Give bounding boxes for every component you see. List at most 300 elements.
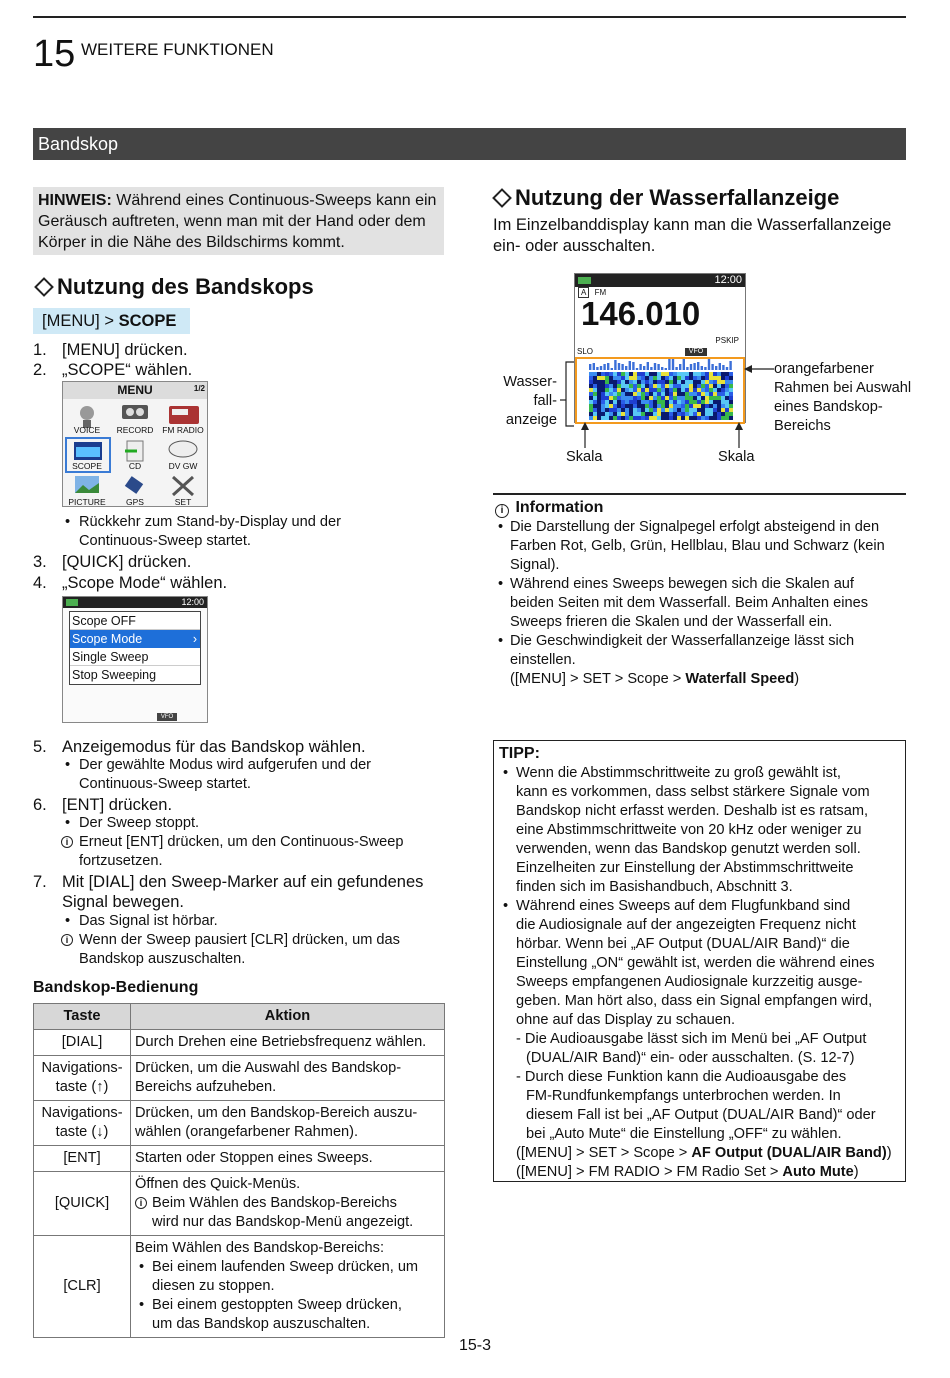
waterfall-cell: [621, 376, 625, 380]
waterfall-cell: [657, 372, 661, 376]
waterfall-cell: [641, 400, 645, 404]
waterfall-cell: [649, 384, 653, 388]
table-row: [34, 1030, 445, 1056]
action-info: [135, 1194, 440, 1232]
waterfall-cell: [713, 392, 717, 396]
label-line: orangefarbener: [774, 361, 874, 377]
waterfall-cell: [617, 388, 621, 392]
intro-line: Im Einzelbanddisplay kann man die Wasserfallanzeige: [493, 216, 892, 234]
menu-path-prefix: [MENU] >: [42, 312, 119, 330]
spectrum-bar: [643, 366, 645, 370]
waterfall-cell: [609, 372, 613, 376]
quick-item-scope-mode[interactable]: [70, 630, 200, 648]
waterfall-cell: [717, 404, 721, 408]
step-number: 6.: [33, 796, 47, 814]
path-prefix: ([MENU] > FM RADIO > FM Radio Set >: [516, 1164, 783, 1180]
waterfall-cell: [593, 392, 597, 396]
step-number: 7.: [33, 873, 47, 891]
waterfall-cell: [725, 388, 729, 392]
tipp-line: ohne auf das Display zu schauen.: [516, 1012, 736, 1028]
waterfall-cell: [729, 376, 733, 380]
waterfall-cell: [597, 404, 601, 408]
waterfall-cell: [589, 380, 593, 384]
waterfall-cell: [589, 384, 593, 388]
tipp-line: Wenn die Abstimmschrittweite zu groß gewählt ist,: [516, 765, 841, 781]
waterfall-cell: [621, 416, 625, 420]
waterfall-cell: [657, 412, 661, 416]
action-line: wählen (orangefarbener Rahmen).: [135, 1124, 359, 1140]
waterfall-cell: [685, 380, 689, 384]
waterfall-cell: [705, 404, 709, 408]
waterfall-cell: [681, 404, 685, 408]
action-info-line: wird nur das Bandskop-Menü angezeigt.: [152, 1214, 414, 1230]
tipp-line: FM-Rundfunkempfangs unterbrochen werden. In: [526, 1088, 841, 1104]
waterfall-cell: [721, 416, 725, 420]
waterfall-cell: [621, 412, 625, 416]
quick-item-scope-off[interactable]: Scope OFF: [70, 612, 200, 630]
step-7-info: [65, 931, 459, 969]
waterfall-cell: [673, 400, 677, 404]
waterfall-cell: [629, 408, 633, 412]
waterfall-cell: [701, 400, 705, 404]
waterfall-cell: [681, 408, 685, 412]
table-key: [34, 1236, 131, 1338]
waterfall-cell: [637, 380, 641, 384]
waterfall-cell: [645, 392, 649, 396]
spectrum-bar: [675, 367, 677, 370]
waterfall-cell: [629, 396, 633, 400]
waterfall-cell: [589, 372, 593, 376]
waterfall-intro: [493, 215, 906, 256]
action-info-line: Beim Wählen des Bandskop-Bereichs: [152, 1195, 397, 1211]
waterfall-cell: [617, 412, 621, 416]
waterfall-cell: [725, 404, 729, 408]
table-header-row: [34, 1004, 445, 1030]
action-line: Starten oder Stoppen eines Sweeps.: [135, 1150, 373, 1166]
waterfall-cell: [685, 416, 689, 420]
spectrum-bar: [708, 359, 710, 370]
waterfall-cell: [685, 408, 689, 412]
step-text: Mit [DIAL] den Sweep-Marker auf ein gefundenes: [62, 873, 424, 891]
table-action: [131, 1030, 445, 1056]
step-5: [33, 737, 453, 757]
waterfall-cell: [713, 404, 717, 408]
waterfall-cell: [661, 404, 665, 408]
waterfall-cell: [705, 392, 709, 396]
step-4: [33, 573, 453, 593]
waterfall-cell: [633, 416, 637, 420]
fm-radio-icon: [169, 406, 199, 424]
waterfall-cell: [677, 400, 681, 404]
waterfall-cell: [721, 384, 725, 388]
waterfall-cell: [709, 412, 713, 416]
step-1: [33, 340, 453, 360]
waterfall-cell: [629, 380, 633, 384]
spectrum-bar: [729, 361, 731, 370]
menu-icons: [63, 399, 209, 507]
waterfall-cell: [689, 376, 693, 380]
waterfall-cell: [625, 416, 629, 420]
battery-icon: [578, 277, 591, 284]
waterfall-cell: [605, 388, 609, 392]
waterfall-cell: [641, 384, 645, 388]
waterfall-cell: [637, 412, 641, 416]
waterfall-cell: [701, 376, 705, 380]
waterfall-cell: [665, 372, 669, 376]
waterfall-cell: [669, 412, 673, 416]
quick-screen-statusbar: [63, 597, 207, 608]
tipp-dash-2: [516, 1068, 904, 1144]
waterfall-cell: [657, 404, 661, 408]
waterfall-cell: [705, 384, 709, 388]
waterfall-cell: [681, 416, 685, 420]
waterfall-cell: [601, 392, 605, 396]
waterfall-cell: [661, 408, 665, 412]
cd-icon: [125, 441, 143, 461]
waterfall-cell: [597, 412, 601, 416]
waterfall-cell: [653, 376, 657, 380]
tipp-line: hörbar. Wenn bei „AF Output (DUAL/AIR Band)“ die: [516, 936, 850, 952]
waterfall-cell: [613, 404, 617, 408]
waterfall-cell: [709, 380, 713, 384]
waterfall-cell: [677, 404, 681, 408]
waterfall-cell: [725, 412, 729, 416]
waterfall-cell: [665, 400, 669, 404]
table-title: Bandskop-Bedienung: [33, 979, 199, 996]
step-text: [QUICK] drücken.: [62, 553, 192, 571]
label-line: Bereichs: [774, 418, 831, 434]
waterfall-cell: [617, 372, 621, 376]
waterfall-cell: [661, 412, 665, 416]
info-bullet-line: einstellen.: [510, 652, 576, 668]
waterfall-cell: [729, 396, 733, 400]
waterfall-cell: [657, 400, 661, 404]
tipp-line: verwenden, wenn das Bandskop genutzt werden soll.: [516, 841, 861, 857]
info-bullet: • Die Geschwindigkeit der Wasserfallanzeige lässt sich einstellen. ([MENU] > SET > Scope > Waterfall Speed): [510, 632, 910, 689]
waterfall-cell: [709, 376, 713, 380]
waterfall-cell: [713, 416, 717, 420]
waterfall-cell: [681, 388, 685, 392]
spectrum-bar: [632, 362, 634, 370]
waterfall-cell: [649, 408, 653, 412]
waterfall-cell: [677, 412, 681, 416]
menu-screen: [62, 381, 208, 507]
step-6-bullet: • Der Sweep stoppt.: [79, 814, 459, 833]
spectrum-bar: [593, 363, 595, 370]
step-6: [33, 795, 453, 815]
waterfall-cell: [621, 372, 625, 376]
waterfall-cell: [725, 416, 729, 420]
info-bullet-line: Signal).: [510, 557, 560, 573]
table-action: [131, 1056, 445, 1101]
info-bullet: • Die Darstellung der Signalpegel erfolgt absteigend in den Farben Rot, Gelb, Grün, Hellblau, Blau und Schwarz (kein Signal).: [510, 518, 910, 575]
waterfall-cell: [633, 388, 637, 392]
waterfall-cell: [593, 376, 597, 380]
table-row: [34, 1236, 445, 1338]
waterfall-cell: [701, 404, 705, 408]
waterfall-cell: [681, 392, 685, 396]
info-icon: i: [61, 836, 73, 848]
waterfall-cell: [617, 400, 621, 404]
waterfall-cell: [697, 372, 701, 376]
waterfall-cell: [717, 384, 721, 388]
waterfall-cell: [617, 404, 621, 408]
note-box: [33, 187, 444, 255]
scale-right-arrow: [732, 422, 746, 448]
waterfall-cell: [717, 416, 721, 420]
chapter-number: 15: [33, 33, 76, 75]
menu-item-fm-radio: FM RADIO: [162, 425, 204, 435]
waterfall-cell: [717, 372, 721, 376]
waterfall-cell: [589, 408, 593, 412]
waterfall-label: [493, 373, 557, 430]
waterfall-cell: [685, 396, 689, 400]
waterfall-cell: [621, 408, 625, 412]
quick-item-stop-sweeping[interactable]: Stop Sweeping: [72, 668, 157, 682]
waterfall-cell: [629, 384, 633, 388]
path-suffix: ): [853, 1164, 859, 1180]
frequency-display: 146.010: [581, 295, 701, 332]
waterfall-cell: [633, 412, 637, 416]
waterfall-cell: [613, 380, 617, 384]
quick-menu-screen: [62, 596, 208, 723]
path-bold: AF Output (DUAL/AIR Band): [691, 1145, 887, 1161]
waterfall-cell: [713, 388, 717, 392]
waterfall-cell: [633, 376, 637, 380]
waterfall-cell: [721, 376, 725, 380]
waterfall-cell: [609, 376, 613, 380]
waterfall-cell: [709, 416, 713, 420]
waterfall-cell: [637, 396, 641, 400]
action-bullet-line: diesen zu stoppen.: [152, 1278, 275, 1294]
waterfall-cell: [721, 392, 725, 396]
waterfall-cell: [661, 388, 665, 392]
waterfall-cell: [725, 400, 729, 404]
key-line: taste (↓): [55, 1124, 109, 1140]
spectrum-bar: [654, 363, 656, 370]
waterfall-cell: [689, 380, 693, 384]
tipp-line: kann es vorkommen, dass selbst stärkere Signale vom: [516, 784, 870, 800]
spectrum-bar: [661, 367, 663, 370]
waterfall-cell: [661, 376, 665, 380]
waterfall-cell: [673, 372, 677, 376]
waterfall-cell: [645, 404, 649, 408]
action-line: Beim Wählen des Bandskop-Bereichs:: [135, 1240, 385, 1256]
mode-label: FM: [594, 288, 607, 297]
waterfall-cell: [709, 404, 713, 408]
waterfall-cell: [605, 376, 609, 380]
waterfall-cell: [593, 404, 597, 408]
spectrum-bar: [621, 364, 623, 370]
info-line: Wenn der Sweep pausiert [CLR] drücken, um das: [79, 932, 400, 948]
waterfall-cell: [645, 412, 649, 416]
waterfall-cell: [629, 388, 633, 392]
tipp-line: - Die Audioausgabe lässt sich im Menü bei „AF Output: [516, 1031, 867, 1047]
waterfall-cell: [629, 400, 633, 404]
waterfall-cell: [669, 416, 673, 420]
waterfall-cell: [657, 416, 661, 420]
waterfall-cell: [609, 388, 613, 392]
chevron-right-icon: ›: [192, 632, 197, 646]
table-action: [131, 1236, 445, 1338]
spectrum-bar: [636, 368, 638, 370]
waterfall-cell: [625, 392, 629, 396]
waterfall-cell: [669, 384, 673, 388]
menu-title-text: MENU: [117, 383, 153, 397]
waterfall-cell: [681, 400, 685, 404]
waterfall-cell: [641, 376, 645, 380]
waterfall-cell: [597, 408, 601, 412]
waterfall-cell: [625, 384, 629, 388]
intro-line: ein- oder ausschalten.: [493, 236, 656, 255]
waterfall-cell: [649, 392, 653, 396]
waterfall-cell: [689, 388, 693, 392]
waterfall-cell: [685, 376, 689, 380]
waterfall-cell: [641, 412, 645, 416]
waterfall-heading: [493, 185, 839, 211]
table-key: [34, 1146, 131, 1172]
waterfall-cell: [669, 400, 673, 404]
waterfall-cell: [729, 392, 733, 396]
waterfall-cell: [601, 412, 605, 416]
tipp-line: Sweeps empfangenen Audiosignale kurzzeitig ausge-: [516, 974, 863, 990]
waterfall-cell: [637, 376, 641, 380]
waterfall-cell: [653, 400, 657, 404]
waterfall-cell: [597, 392, 601, 396]
waterfall-cell: [625, 380, 629, 384]
waterfall-cell: [665, 388, 669, 392]
quick-item-single-sweep[interactable]: Single Sweep: [70, 648, 200, 666]
info-rule: [493, 493, 906, 495]
tipp-content: [503, 764, 904, 1182]
spectrum-bar: [672, 359, 674, 370]
waterfall-cell: [729, 404, 733, 408]
key-line: [QUICK]: [54, 1195, 110, 1211]
waterfall-cell: [625, 412, 629, 416]
waterfall-cell: [649, 416, 653, 420]
waterfall-cell: [665, 408, 669, 412]
waterfall-cell: [645, 400, 649, 404]
bullet-line: Rückkehr zum Stand-by-Display und der: [79, 514, 341, 530]
step-number: 1.: [33, 341, 47, 359]
waterfall-cell: [597, 416, 601, 420]
action-line: Drücken, um den Bandskop-Bereich auszu-: [135, 1105, 418, 1121]
step-number: 4.: [33, 574, 47, 592]
waterfall-cell: [641, 408, 645, 412]
waterfall-cell: [605, 408, 609, 412]
waterfall-cell: [645, 416, 649, 420]
step-text: [ENT] drücken.: [62, 796, 173, 814]
waterfall-cell: [721, 388, 725, 392]
waterfall-cell: [693, 392, 697, 396]
bullet-line: Der Sweep stoppt.: [79, 815, 200, 831]
waterfall-cell: [729, 388, 733, 392]
waterfall-cell: [609, 412, 613, 416]
waterfall-cell: [617, 380, 621, 384]
table-action: [131, 1172, 445, 1236]
waterfall-cell: [597, 400, 601, 404]
action-bullet: • Bei einem gestoppten Sweep drücken, um das Bandskop auszuschalten.: [135, 1296, 440, 1334]
waterfall-cell: [657, 380, 661, 384]
page-number: 15-3: [458, 1337, 492, 1354]
scale-left-arrow: [578, 422, 592, 448]
waterfall-cell: [593, 396, 597, 400]
waterfall-cell: [637, 388, 641, 392]
waterfall-cell: [593, 372, 597, 376]
waterfall-cell: [633, 404, 637, 408]
waterfall-cell: [705, 380, 709, 384]
label-line: Wasser-: [503, 374, 557, 390]
waterfall-cell: [721, 408, 725, 412]
waterfall-cell: [589, 376, 593, 380]
waterfall-cell: [637, 392, 641, 396]
waterfall-cell: [613, 400, 617, 404]
waterfall-cell: [605, 416, 609, 420]
action-bullet-line: um das Bandskop auszuschalten.: [152, 1316, 371, 1332]
path-suffix: ): [794, 671, 800, 687]
waterfall-cell: [681, 384, 685, 388]
waterfall-cell: [729, 416, 733, 420]
waterfall-cell: [609, 396, 613, 400]
waterfall-cell: [605, 400, 609, 404]
bandscope-heading: [33, 274, 314, 300]
waterfall-cell: [665, 380, 669, 384]
waterfall-cell: [605, 404, 609, 408]
waterfall-cell: [717, 400, 721, 404]
waterfall-cell: [673, 376, 677, 380]
waterfall-cell: [601, 416, 605, 420]
waterfall-cell: [701, 416, 705, 420]
waterfall-cell: [729, 384, 733, 388]
slo-label: SLO: [577, 347, 594, 356]
waterfall-cell: [637, 404, 641, 408]
waterfall-cell: [701, 412, 705, 416]
waterfall-cell: [641, 416, 645, 420]
waterfall-cell: [629, 412, 633, 416]
waterfall-cell: [701, 372, 705, 376]
waterfall-cell: [589, 400, 593, 404]
waterfall-cell: [625, 372, 629, 376]
table-action: [131, 1146, 445, 1172]
bandscope-heading-text: Nutzung des Bandskops: [57, 274, 314, 299]
vfo-badge: VFO: [157, 713, 177, 721]
waterfall-cell: [593, 380, 597, 384]
waterfall-cell: [697, 376, 701, 380]
waterfall-cell: [649, 404, 653, 408]
waterfall-cell: [609, 392, 613, 396]
step-2-bullet: • Rückkehr zum Stand-by-Display und der Continuous-Sweep startet.: [79, 513, 459, 551]
waterfall-cell: [641, 396, 645, 400]
waterfall-cell: [673, 408, 677, 412]
table-row: [34, 1172, 445, 1236]
key-line: taste (↑): [55, 1079, 109, 1095]
path-bold: Waterfall Speed: [685, 671, 795, 687]
bullet-line: Continuous-Sweep startet.: [79, 533, 251, 549]
waterfall-cell: [713, 376, 717, 380]
table-action: [131, 1101, 445, 1146]
spectrum-bar: [693, 363, 695, 370]
waterfall-cell: [633, 408, 637, 412]
waterfall-cell: [685, 412, 689, 416]
tipp-title: TIPP:: [499, 745, 540, 762]
waterfall-cell: [701, 396, 705, 400]
step-7: [33, 872, 453, 912]
waterfall-cell: [713, 412, 717, 416]
info-line: Erneut [ENT] drücken, um den Continuous-Sweep: [79, 834, 404, 850]
waterfall-cell: [665, 404, 669, 408]
waterfall-cell: [677, 408, 681, 412]
waterfall-cell: [661, 392, 665, 396]
